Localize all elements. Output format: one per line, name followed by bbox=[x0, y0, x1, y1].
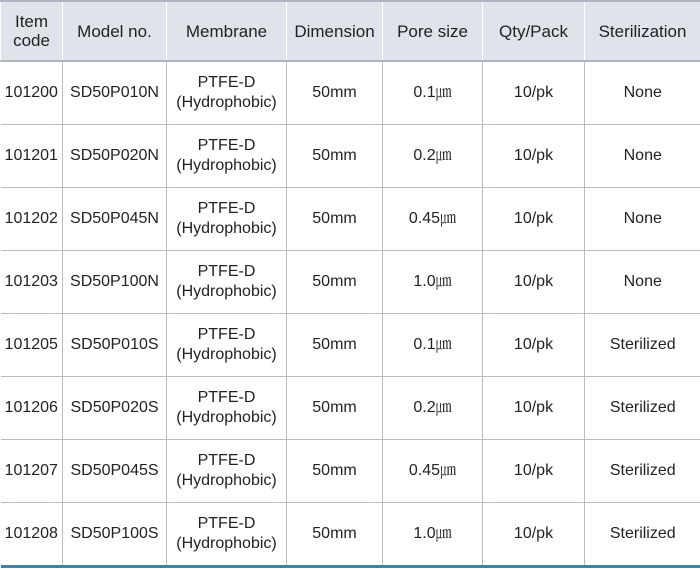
cell-pore-size: 0.1㎛ bbox=[383, 314, 483, 377]
cell-qty-pack: 10/pk bbox=[483, 125, 585, 188]
membrane-type: PTFE-D bbox=[197, 389, 256, 406]
cell-dimension: 50mm bbox=[287, 188, 383, 251]
cell-membrane bbox=[167, 251, 287, 314]
membrane-type: PTFE-D bbox=[197, 452, 256, 469]
membrane-property: (Hydrophobic) bbox=[176, 283, 277, 300]
cell-model-no: SD50P045N bbox=[63, 188, 167, 251]
header-qty-pack: Qty/Pack bbox=[483, 1, 585, 61]
header-pore-size: Pore size bbox=[383, 1, 483, 61]
table-header bbox=[1, 1, 700, 61]
cell-sterilization: Sterilized bbox=[585, 503, 700, 567]
cell-qty-pack: 10/pk bbox=[483, 503, 585, 567]
cell-sterilization: None bbox=[585, 61, 700, 125]
cell-pore-size: 0.2㎛ bbox=[383, 377, 483, 440]
cell-pore-size: 1.0㎛ bbox=[383, 503, 483, 567]
cell-item-code: 101207 bbox=[1, 440, 63, 503]
cell-item-code: 101202 bbox=[1, 188, 63, 251]
cell-item-code: 101208 bbox=[1, 503, 63, 567]
membrane-property: (Hydrophobic) bbox=[176, 535, 277, 552]
cell-qty-pack: 10/pk bbox=[483, 188, 585, 251]
header-item-code bbox=[1, 1, 63, 61]
cell-sterilization: Sterilized bbox=[585, 440, 700, 503]
table-row bbox=[1, 314, 700, 377]
cell-membrane bbox=[167, 503, 287, 567]
membrane-type: PTFE-D bbox=[197, 137, 256, 154]
cell-model-no: SD50P020S bbox=[63, 377, 167, 440]
cell-membrane bbox=[167, 440, 287, 503]
cell-pore-size: 0.1㎛ bbox=[383, 61, 483, 125]
cell-qty-pack: 10/pk bbox=[483, 440, 585, 503]
cell-item-code: 101201 bbox=[1, 125, 63, 188]
header-row bbox=[1, 1, 700, 61]
cell-pore-size: 0.2㎛ bbox=[383, 125, 483, 188]
membrane-property: (Hydrophobic) bbox=[176, 220, 277, 237]
membrane-type: PTFE-D bbox=[197, 74, 256, 91]
cell-model-no: SD50P020N bbox=[63, 125, 167, 188]
membrane-type: PTFE-D bbox=[197, 263, 256, 280]
cell-item-code: 101206 bbox=[1, 377, 63, 440]
membrane-property: (Hydrophobic) bbox=[176, 157, 277, 174]
cell-qty-pack: 10/pk bbox=[483, 377, 585, 440]
membrane-type: PTFE-D bbox=[197, 515, 256, 532]
cell-membrane bbox=[167, 61, 287, 125]
membrane-property: (Hydrophobic) bbox=[176, 472, 277, 489]
table-row bbox=[1, 125, 700, 188]
cell-model-no: SD50P010N bbox=[63, 61, 167, 125]
header-membrane: Membrane bbox=[167, 1, 287, 61]
cell-model-no: SD50P045S bbox=[63, 440, 167, 503]
header-dimension: Dimension bbox=[287, 1, 383, 61]
table-row bbox=[1, 377, 700, 440]
membrane-type: PTFE-D bbox=[197, 200, 256, 217]
cell-qty-pack: 10/pk bbox=[483, 61, 585, 125]
cell-dimension: 50mm bbox=[287, 314, 383, 377]
table-row bbox=[1, 251, 700, 314]
cell-dimension: 50mm bbox=[287, 125, 383, 188]
cell-sterilization: None bbox=[585, 188, 700, 251]
cell-model-no: SD50P100N bbox=[63, 251, 167, 314]
cell-sterilization: Sterilized bbox=[585, 314, 700, 377]
cell-membrane bbox=[167, 188, 287, 251]
cell-dimension: 50mm bbox=[287, 377, 383, 440]
cell-model-no: SD50P010S bbox=[63, 314, 167, 377]
cell-dimension: 50mm bbox=[287, 440, 383, 503]
membrane-property: (Hydrophobic) bbox=[176, 94, 277, 111]
cell-membrane bbox=[167, 125, 287, 188]
header-model-no: Model no. bbox=[63, 1, 167, 61]
cell-dimension: 50mm bbox=[287, 503, 383, 567]
cell-sterilization: Sterilized bbox=[585, 377, 700, 440]
table-body bbox=[1, 61, 700, 567]
cell-item-code: 101205 bbox=[1, 314, 63, 377]
cell-pore-size: 0.45㎛ bbox=[383, 440, 483, 503]
cell-dimension: 50mm bbox=[287, 61, 383, 125]
cell-item-code: 101203 bbox=[1, 251, 63, 314]
cell-membrane bbox=[167, 377, 287, 440]
table-row bbox=[1, 61, 700, 125]
membrane-type: PTFE-D bbox=[197, 326, 256, 343]
cell-item-code: 101200 bbox=[1, 61, 63, 125]
cell-qty-pack: 10/pk bbox=[483, 314, 585, 377]
cell-model-no: SD50P100S bbox=[63, 503, 167, 567]
cell-dimension: 50mm bbox=[287, 251, 383, 314]
cell-sterilization: None bbox=[585, 251, 700, 314]
table-row bbox=[1, 440, 700, 503]
header-sterilization: Sterilization bbox=[585, 1, 700, 61]
cell-membrane bbox=[167, 314, 287, 377]
membrane-property: (Hydrophobic) bbox=[176, 346, 277, 363]
header-item-code-line2: code bbox=[13, 31, 50, 50]
cell-qty-pack: 10/pk bbox=[483, 251, 585, 314]
table-row bbox=[1, 188, 700, 251]
cell-sterilization: None bbox=[585, 125, 700, 188]
cell-pore-size: 1.0㎛ bbox=[383, 251, 483, 314]
membrane-property: (Hydrophobic) bbox=[176, 409, 277, 426]
cell-pore-size: 0.45㎛ bbox=[383, 188, 483, 251]
header-item-code-line1: Item bbox=[14, 12, 49, 31]
table-row bbox=[1, 503, 700, 567]
